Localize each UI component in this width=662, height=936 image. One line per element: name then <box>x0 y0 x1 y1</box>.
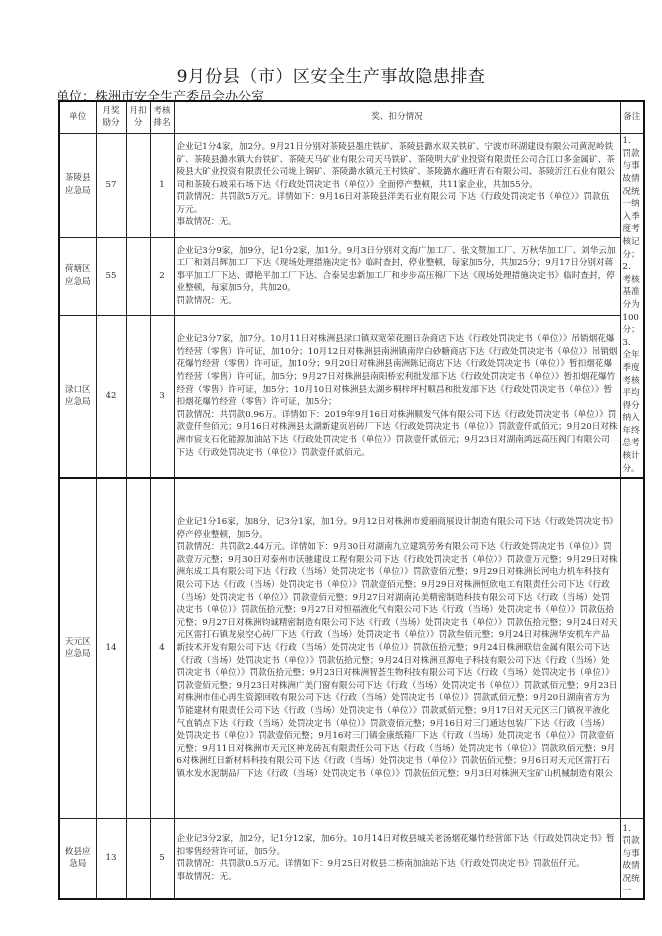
unit-name: 茶陵县应急局 <box>59 133 96 237</box>
unit-name: 攸县应急局 <box>59 818 96 899</box>
rank: 1 <box>150 133 174 237</box>
unit-name: 天元区应急局 <box>59 478 96 818</box>
table-row <box>59 133 644 237</box>
detail-paragraph: 事故情况：无。 <box>176 217 237 228</box>
header-bonus: 月奖励分 <box>96 101 126 133</box>
page-title: 9月份县（市）区安全生产事故隐患排查 <box>176 67 486 87</box>
bonus-score: 14 <box>96 478 126 818</box>
deduct-score <box>126 237 150 315</box>
detail-paragraph: 企业记1分4家，加2分。9月21日分别对茶陵县墨庄铁矿、茶陵县潞水双关铁矿、宁波市环湖建设有限公司黄泥岭铁矿、茶陵县潞水镇大台铁矿、茶陵天马矿业有限公司天马铁矿、茶陵明大矿业投资有限责任公司合江口多金属矿、茶陵县大矿业投资有限责任公司垅上铜矿、茶陵潞水镇元王村铁矿、茶陵潞水鑫旺青石有限公司、茶陵沂江石业有限公司和茶陵石坡采石场下达《行政处罚决定书（单位）》全面停产整顿，共11家企业，共加55分。 <box>176 141 615 190</box>
detail-cell <box>174 133 620 237</box>
rank: 5 <box>150 818 174 899</box>
detail-paragraph: 企业记3分2家，加2分，记1分12家，加6分。10月14日对攸县城关老汤烟花爆竹经营部下达《行政处罚决定书》暂扣零售经营许可证，加5分。 <box>176 834 615 857</box>
detail-cell <box>174 315 620 478</box>
detail-paragraph: 罚款情况：共罚款5万元。详情如下：9月16日对茶陵县洋美石业有限公司 下达《行政处罚决定书（单位）》罚款伍万元。 <box>176 192 610 215</box>
table-row <box>59 818 644 899</box>
note-cell: 1. 罚款与事故情况统一 <box>620 818 644 899</box>
hazard-ranking-table <box>58 100 645 900</box>
unit-name: 荷塘区应急局 <box>59 237 96 315</box>
deduct-score <box>126 818 150 899</box>
bonus-score: 42 <box>96 315 126 478</box>
header-rank: 考核排名 <box>150 101 174 133</box>
detail-paragraph: 罚款情况：共罚款0.96万。详情如下：2019年9月16日对株洲顺发气体有限公司下达《行政处罚决定书（单位）》罚款壹仟叁佰元；9月16日对株洲县太湖新建页岩砖厂下达《行政处罚决定书（单位）》罚款壹仟贰佰元；9月20日对株洲市宸支石化能源加油站下达《行政处罚决定书（单位）》罚款壹仟贰佰元；9月23日对湖南鸿远高压阀门有限公司下达《行政处罚决定书（单位）》罚款壹仟贰佰元。 <box>176 409 618 458</box>
detail-cell <box>174 478 620 818</box>
deduct-score <box>126 133 150 237</box>
deduct-score <box>126 315 150 478</box>
bonus-score: 55 <box>96 237 126 315</box>
issuing-unit: 单位：株洲市安全生产委员会办公室 <box>56 90 265 105</box>
detail-cell <box>174 237 620 315</box>
detail-paragraph: 企业记3分9家，加9分，记1分2家，加1分。9月3日分别对文海广加工厂、张文赞加工厂、万秋华加工厂、刘华云加工厂和刘吕辉加工厂下达《现场处理措施决定书》临时查封，停业整顿，每家加5分，共加25分；9月17日分别对蒋事平加工厂下达、谭艳平加工厂下达、合泰吴忠新加工厂和步步高压棉厂下达《现场处理措施决定书》临时查封，停业整顿，每家加5分，共加20。 <box>176 245 616 294</box>
detail-paragraph: 企业记3分7家，加7分。10月11日对株洲县渌口镇双宽荣花圈日杂商店下达《行政处罚决定书（单位）》吊销烟花爆竹经营（零售）许可证，加10分；10月12日对株洲县南洲镇南岸白砂糖商店下达《行政处罚决定书（单位）》吊销烟花爆竹经营（零售）许可证，加10分；9月20日对株洲县南洲陈记商店下达《行政处罚决定书（单位）》暂扣烟花爆竹经营（零售）许可证，加5分；9月27日对株洲县南阳桥宏利批发部下达《行政处罚决定书（单位）》暂扣烟花爆竹经营（零售）许可证，加5分；10月10日对株洲县太湖乡桐梓坪村顺昌和批发部下达《行政处罚决定书（单位）》暂扣烟花爆竹经营（零售）许可证，加5分； <box>176 334 618 408</box>
header-row <box>59 101 644 133</box>
detail-paragraph: 罚款情况：共罚款2.44万元。详情如下：9月30日对湖南九立建筑劳务有限公司下达《行政处罚决定书（单位）》罚款壹万元整；9月30日对泰州市沃驰建设工程有限公司下达《行政处罚决定书（单位）》罚款壹万元整；9月29日对株洲东成工具有限公司下达《行政（当场）处罚决定书（单位）》罚款壹佰元整；9月29日对株洲长河电力机车科技有限公司下达《行政（当场）处罚决定书（单位）》罚款壹佰元整；9月29日对株洲恒欣电工有限责任公司下达《行政（当场）处罚决定书（单位）》罚款壹佰元整；9月27日对湖南沁美精密制造科技有限公司下达《行政（当场）处罚决定书（单位）》罚款伍拾元整；9月27日对恒福液化气有限公司下达《行政（当场）处罚决定书（单位）》罚款伍拾元整；9月27日对株洲钧诚精密制造有限公司下达《行政（当场）处罚决定书（单位）》罚款伍拾元整；9月24日对天元区雷打石镇龙泉空心砖厂下达《行政（当场）处罚决定书（单位）》罚款叁佰元整；9月24日对株洲华安机车产品新技术开发有限公司下达《行政（当场）处罚决定书（单位）》罚款伍拾元整；9月24日株洲联信金属有限公司下达《行政（当场）处罚决定书（单位）》罚款伍拾元整；9月24日对株洲亘源电子科技有限公司下达《行政（当场）处罚决定书（单位）》罚款伍拾元整；9月23日对株洲智荟生物科技有限公司下达《行政（当场）处罚决定书（单位）》罚款壹佰元整；9月23日对株洲广美门窗有限公司下达《行政（当场）处罚决定书（单位）》罚款贰佰元整；9月23日对株洲市佳心再生资源回收有限公司下达《行政（当场）处罚决定书（单位）》罚款贰佰元整；9月20日湖南省方为节能建材有限责任公司下达《行政（当场）处罚决定书（单位）》罚款贰佰元整；9月17日对天元区三门镇祝平液化气直销点下达《行政（当场）处罚决定书（单位）》罚款壹佰元整；9月16日对三门通达包装厂下达《行政（当场）处罚决定书（单位）》罚款壹佰元整；9月16对三门镇金康纸箱厂下达《行政（当场）处罚决定书（单位）》罚款壹佰元整；9月11日对株洲市天元区神龙砖瓦有限责任公司下达《行政（当场）处罚决定书（单位）》罚款玖佰元整；9月6对株洲红日新材料科技有限公司下达《行政（当场）处罚决定书（单位）》罚款伍佰元整；9月6日对天元区雷打石镇水发水泥制品厂下达《行政（当场）处罚决定书（单位）》罚款伍佰元整；9月3日对株洲天宝矿山机械制造有限公 <box>176 542 618 779</box>
detail-paragraph: 罚款情况：共罚款0.5万元。详情如下：9月25日对攸县二桥南加油站下达《行政处罚决定书》罚款伍仟元。 <box>176 859 585 870</box>
note-cell-empty <box>620 478 644 818</box>
bonus-score: 57 <box>96 133 126 237</box>
deduct-score <box>126 478 150 818</box>
detail-paragraph: 罚款情况：无。 <box>176 295 237 306</box>
rank: 4 <box>150 478 174 818</box>
rank: 3 <box>150 315 174 478</box>
unit-name: 渌口区应急局 <box>59 315 96 478</box>
header-deduct: 月扣分 <box>126 101 150 133</box>
header-detail: 奖、扣分情况 <box>174 101 620 133</box>
rank: 2 <box>150 237 174 315</box>
header-unit: 单位 <box>59 101 96 133</box>
table-row <box>59 478 644 818</box>
detail-paragraph: 事故情况：无。 <box>176 871 237 882</box>
table-row <box>59 315 644 478</box>
bonus-score: 13 <box>96 818 126 899</box>
header-note: 备注 <box>620 101 644 133</box>
detail-paragraph: 企业记1分16家，加8分，记3分1家，加1分。9月12日对株洲市爱丽商展设计制造有限公司下达《行政处罚决定书》停产停业整顿，加5分。 <box>176 517 614 540</box>
note-cell: 1. 罚款与事故情况统一纳入季度考核记分；2. 考核基准分为100分；3. 全年季度考核平均得分纳入年终总考核计分。 <box>620 133 644 478</box>
detail-cell <box>174 818 620 899</box>
table-row <box>59 237 644 315</box>
